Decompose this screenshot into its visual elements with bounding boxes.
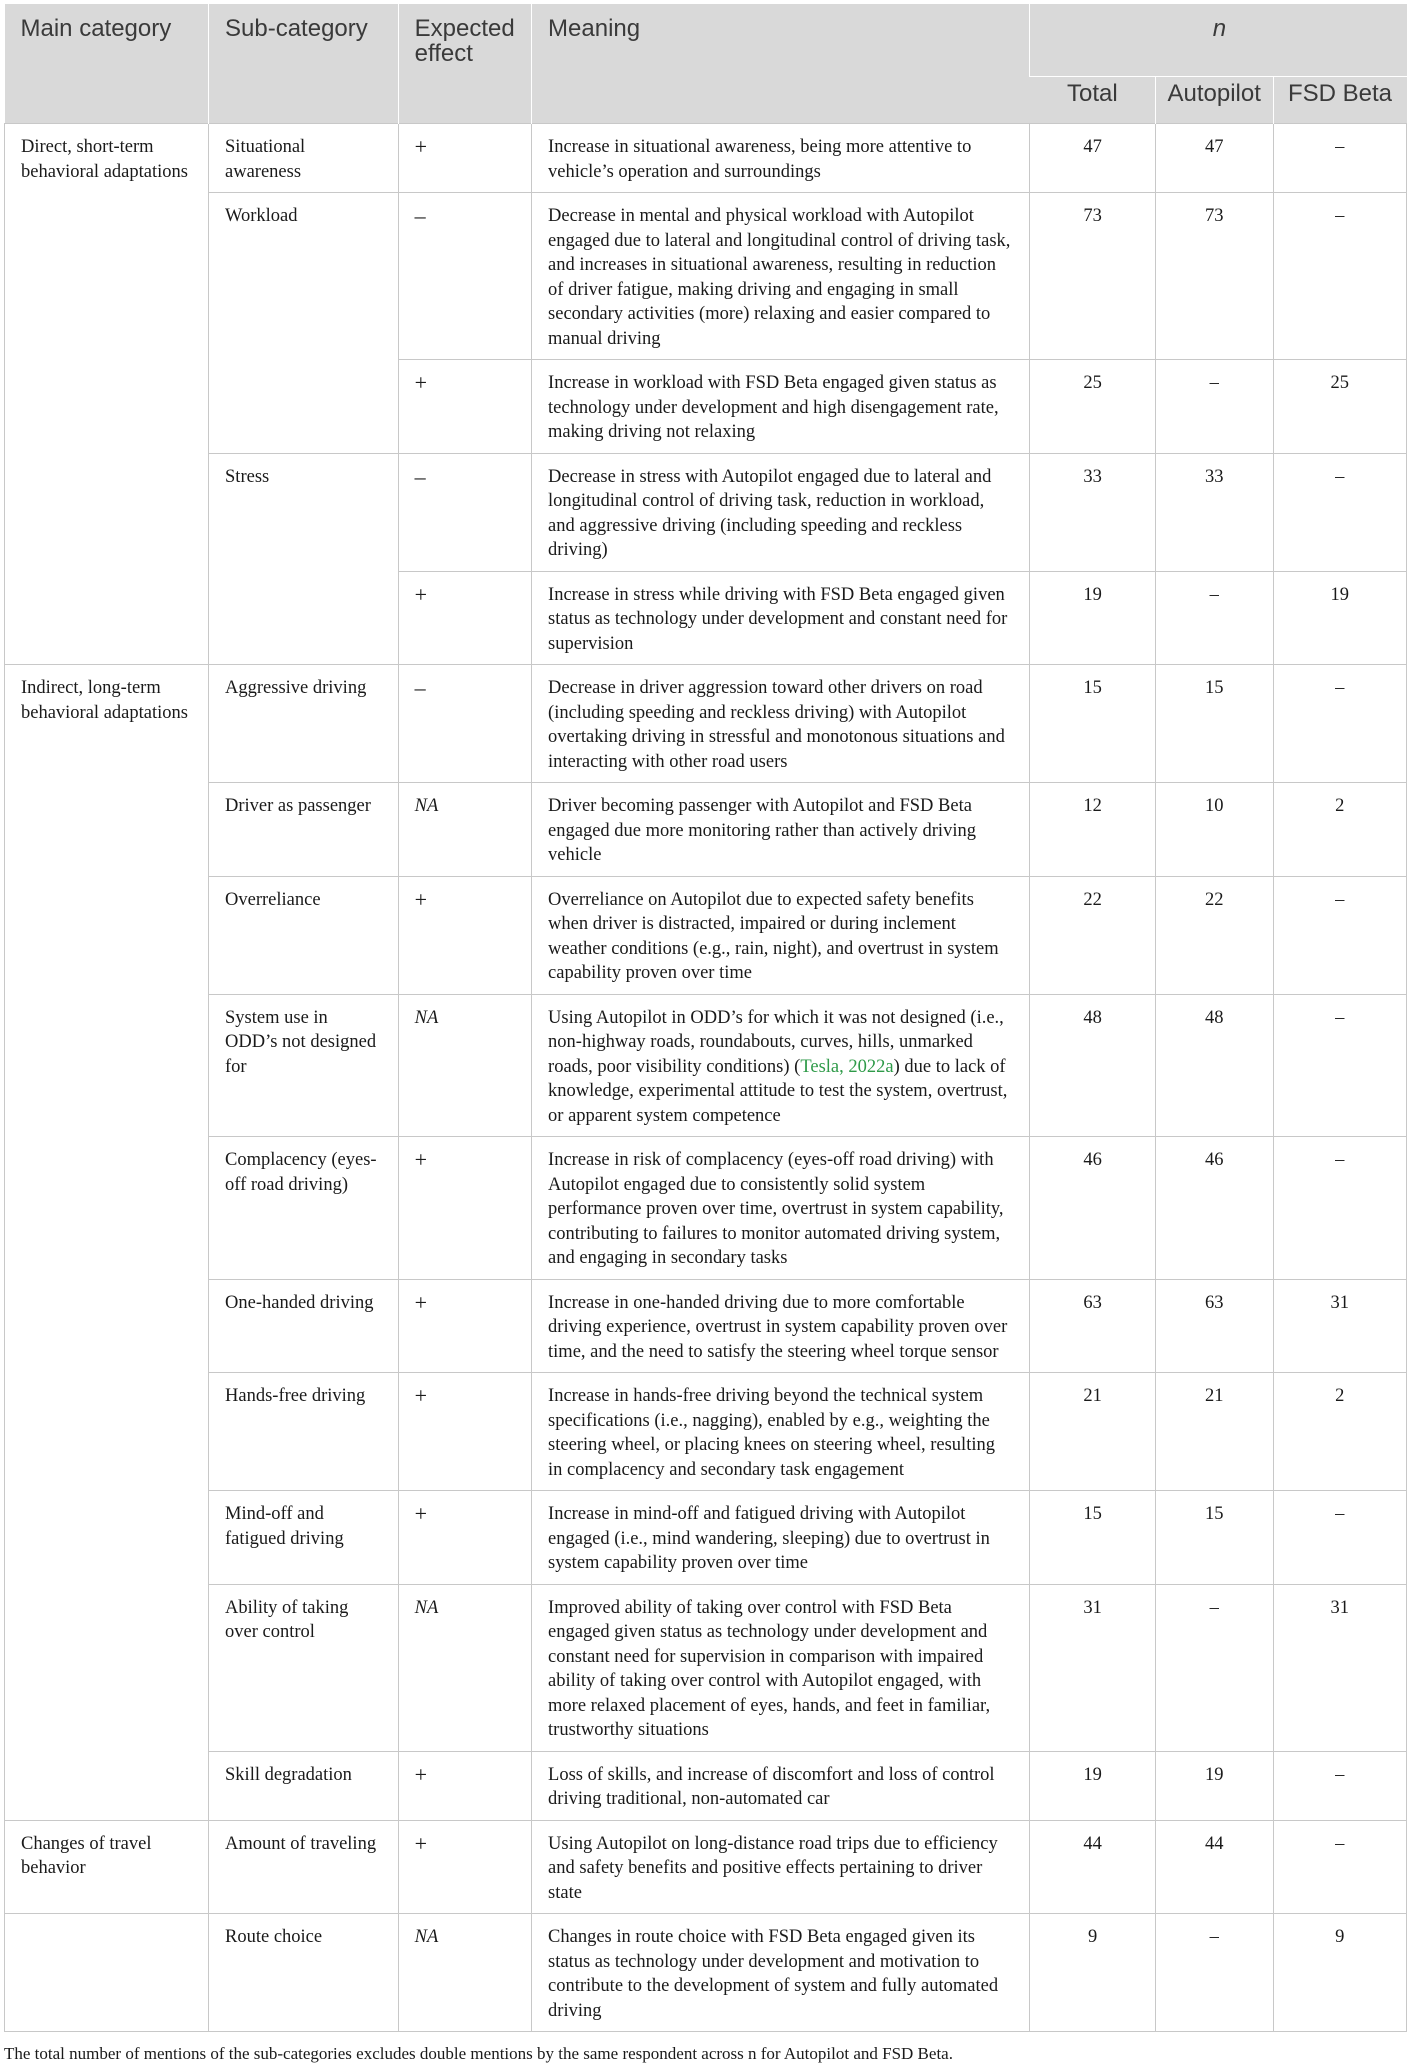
- meaning-cell: Increase in risk of complacency (eyes-off road driving) with Autopilot engaged due to consistently solid system performance proven over time, overtrust in system capability, contributing to failures to monitor automated driving system, and engaging in secondary tasks: [532, 1137, 1030, 1280]
- total-cell: 25: [1030, 360, 1156, 454]
- meaning-cell: Overreliance on Autopilot due to expected safety benefits when driver is distracted, impaired or during inclement weather conditions (e.g., rain, night), and overtrust in system capability proven over time: [532, 876, 1030, 994]
- sub-category-cell: Skill degradation: [209, 1751, 399, 1820]
- effect-cell: +: [398, 1373, 531, 1491]
- autopilot-cell: 46: [1155, 1137, 1273, 1280]
- total-cell: 48: [1030, 994, 1156, 1137]
- meaning-cell: [532, 994, 1030, 1137]
- total-cell: 15: [1030, 1491, 1156, 1585]
- meaning-text: ) due to lack of knowledge, experimental attitude to test the system, overtrust, or apparent system competence: [548, 1056, 1008, 1126]
- sub-category-cell: Situational awareness: [209, 124, 399, 193]
- table-row: [5, 665, 1407, 783]
- sub-category-cell: One-handed driving: [209, 1279, 399, 1373]
- autopilot-cell: 44: [1155, 1820, 1273, 1914]
- meaning-cell: Driver becoming passenger with Autopilot and FSD Beta engaged due more monitoring rather than actively driving vehicle: [532, 783, 1030, 877]
- total-cell: 12: [1030, 783, 1156, 877]
- fsd-beta-cell: –: [1273, 665, 1406, 783]
- autopilot-cell: 15: [1155, 1491, 1273, 1585]
- effect-cell: –: [398, 665, 531, 783]
- autopilot-cell: 10: [1155, 783, 1273, 877]
- effect-cell: +: [398, 1491, 531, 1585]
- table-row: [5, 1373, 1407, 1491]
- meaning-cell: Increase in stress while driving with FSD Beta engaged given status as technology under development and constant need for supervision: [532, 571, 1030, 665]
- total-cell: 63: [1030, 1279, 1156, 1373]
- header-meaning: Meaning: [532, 4, 1030, 124]
- meaning-cell: Decrease in mental and physical workload with Autopilot engaged due to lateral and longitudinal control of driving task, and increases in situational awareness, resulting in reduction of driver fatigue, making driving and engaging in small secondary activities (more) relaxing and easier compared to manual driving: [532, 193, 1030, 360]
- table-row: [5, 1914, 1407, 2032]
- sub-category-cell: Amount of traveling: [209, 1820, 399, 1914]
- effect-cell: +: [398, 571, 531, 665]
- total-cell: 44: [1030, 1820, 1156, 1914]
- fsd-beta-cell: 31: [1273, 1279, 1406, 1373]
- sub-category-cell: Complacency (eyes-off road driving): [209, 1137, 399, 1280]
- fsd-beta-cell: 31: [1273, 1584, 1406, 1751]
- sub-category-cell: Driver as passenger: [209, 783, 399, 877]
- total-cell: 15: [1030, 665, 1156, 783]
- fsd-beta-cell: –: [1273, 994, 1406, 1137]
- table-row: [5, 783, 1407, 877]
- table-row: [5, 1820, 1407, 1914]
- autopilot-cell: –: [1155, 360, 1273, 454]
- table-row: [5, 193, 1407, 360]
- meaning-cell: Increase in mind-off and fatigued driving with Autopilot engaged (i.e., mind wandering, sleeping) due to overtrust in system capability proven over time: [532, 1491, 1030, 1585]
- group-indirect-long-term: Indirect, long-term behavioral adaptations: [5, 665, 209, 1821]
- autopilot-cell: 63: [1155, 1279, 1273, 1373]
- header-sub-category: Sub-category: [209, 4, 399, 124]
- effect-cell: NA: [398, 783, 531, 877]
- effect-cell: +: [398, 360, 531, 454]
- meaning-cell: Decrease in stress with Autopilot engaged due to lateral and longitudinal control of driving task, reduction in workload, and aggressive driving (including speeding and reckless driving): [532, 453, 1030, 571]
- fsd-beta-cell: –: [1273, 124, 1406, 193]
- total-cell: 21: [1030, 1373, 1156, 1491]
- fsd-beta-cell: 9: [1273, 1914, 1406, 2032]
- total-cell: 31: [1030, 1584, 1156, 1751]
- behavioral-adaptations-table: [4, 4, 1407, 2032]
- fsd-beta-cell: 2: [1273, 1373, 1406, 1491]
- autopilot-cell: 21: [1155, 1373, 1273, 1491]
- fsd-beta-cell: –: [1273, 876, 1406, 994]
- total-cell: 46: [1030, 1137, 1156, 1280]
- group-travel-behavior: Changes of travel behavior: [5, 1820, 209, 1914]
- table-footnote: The total number of mentions of the sub-categories excludes double mentions by the same respondent across n for Autopilot and FSD Beta.: [4, 2044, 953, 2063]
- effect-cell: +: [398, 124, 531, 193]
- fsd-beta-cell: 2: [1273, 783, 1406, 877]
- fsd-beta-cell: –: [1273, 1137, 1406, 1280]
- header-n: n: [1030, 4, 1407, 77]
- group-direct-short-term: Direct, short-term behavioral adaptations: [5, 124, 209, 665]
- effect-cell: NA: [398, 1914, 531, 2032]
- table-row: [5, 1137, 1407, 1280]
- effect-cell: +: [398, 1820, 531, 1914]
- table-row: [5, 1751, 1407, 1820]
- table-row: [5, 1491, 1407, 1585]
- fsd-beta-cell: –: [1273, 1491, 1406, 1585]
- autopilot-cell: 15: [1155, 665, 1273, 783]
- sub-category-cell: Mind-off and fatigued driving: [209, 1491, 399, 1585]
- autopilot-cell: 22: [1155, 876, 1273, 994]
- header-expected-effect: Expected effect: [398, 4, 531, 124]
- sub-category-cell: Workload: [209, 193, 399, 454]
- sub-category-cell: Aggressive driving: [209, 665, 399, 783]
- effect-cell: –: [398, 193, 531, 360]
- sub-category-cell: Route choice: [209, 1914, 399, 2032]
- group-empty-cell: [5, 1914, 209, 2032]
- fsd-beta-cell: –: [1273, 193, 1406, 360]
- meaning-cell: Changes in route choice with FSD Beta engaged given its status as technology under development and motivation to contribute to the development of system and fully automated driving: [532, 1914, 1030, 2032]
- autopilot-cell: –: [1155, 1914, 1273, 2032]
- fsd-beta-cell: 19: [1273, 571, 1406, 665]
- autopilot-cell: 33: [1155, 453, 1273, 571]
- sub-category-cell: Hands-free driving: [209, 1373, 399, 1491]
- table-row: [5, 994, 1407, 1137]
- header-main-category: Main category: [5, 4, 209, 124]
- header-fsd-beta: FSD Beta: [1273, 77, 1406, 124]
- citation-link[interactable]: Tesla, 2022a: [800, 1056, 894, 1077]
- meaning-cell: Decrease in driver aggression toward other drivers on road (including speeding and reckless driving) with Autopilot overtaking driving in stressful and monotonous situations and interacting with other road users: [532, 665, 1030, 783]
- effect-cell: NA: [398, 994, 531, 1137]
- effect-cell: NA: [398, 1584, 531, 1751]
- table-row: [5, 453, 1407, 571]
- total-cell: 33: [1030, 453, 1156, 571]
- autopilot-cell: 73: [1155, 193, 1273, 360]
- header-total: Total: [1030, 77, 1156, 124]
- effect-cell: –: [398, 453, 531, 571]
- autopilot-cell: 48: [1155, 994, 1273, 1137]
- total-cell: 73: [1030, 193, 1156, 360]
- autopilot-cell: 19: [1155, 1751, 1273, 1820]
- autopilot-cell: –: [1155, 571, 1273, 665]
- total-cell: 19: [1030, 1751, 1156, 1820]
- effect-cell: +: [398, 1279, 531, 1373]
- meaning-cell: Using Autopilot on long-distance road trips due to efficiency and safety benefits and positive effects pertaining to driver state: [532, 1820, 1030, 1914]
- effect-cell: +: [398, 1751, 531, 1820]
- meaning-cell: Increase in hands-free driving beyond the technical system specifications (i.e., nagging), enabled by e.g., weighting the steering wheel, or placing knees on steering wheel, resulting in complacency and secondary task engagement: [532, 1373, 1030, 1491]
- meaning-cell: Improved ability of taking over control with FSD Beta engaged given status as technology under development and constant need for supervision in comparison with impaired ability of taking over control with Autopilot engaged, with more relaxed placement of eyes, hands, and feet in familiar, trustworthy situations: [532, 1584, 1030, 1751]
- sub-category-cell: Overreliance: [209, 876, 399, 994]
- table-row: [5, 876, 1407, 994]
- header-autopilot: Autopilot: [1155, 77, 1273, 124]
- total-cell: 19: [1030, 571, 1156, 665]
- sub-category-cell: System use in ODD’s not designed for: [209, 994, 399, 1137]
- meaning-text: Using Autopilot in ODD’s for which it was not designed (i.e., non-highway roads, roundabouts, curves, hills, unmarked roads, poor visibility conditions) (: [548, 1007, 1004, 1077]
- sub-category-cell: Ability of taking over control: [209, 1584, 399, 1751]
- fsd-beta-cell: –: [1273, 1751, 1406, 1820]
- meaning-cell: Increase in workload with FSD Beta engaged given status as technology under development and high disengagement rate, making driving not relaxing: [532, 360, 1030, 454]
- meaning-cell: Increase in one-handed driving due to more comfortable driving experience, overtrust in system capability proven over time, and the need to satisfy the steering wheel torque sensor: [532, 1279, 1030, 1373]
- effect-cell: +: [398, 1137, 531, 1280]
- table-row: [5, 1584, 1407, 1751]
- sub-category-cell: Stress: [209, 453, 399, 665]
- effect-cell: +: [398, 876, 531, 994]
- meaning-cell: Increase in situational awareness, being more attentive to vehicle’s operation and surroundings: [532, 124, 1030, 193]
- total-cell: 9: [1030, 1914, 1156, 2032]
- total-cell: 47: [1030, 124, 1156, 193]
- meaning-cell: Loss of skills, and increase of discomfort and loss of control driving traditional, non-automated car: [532, 1751, 1030, 1820]
- fsd-beta-cell: –: [1273, 453, 1406, 571]
- total-cell: 22: [1030, 876, 1156, 994]
- fsd-beta-cell: –: [1273, 1820, 1406, 1914]
- autopilot-cell: 47: [1155, 124, 1273, 193]
- fsd-beta-cell: 25: [1273, 360, 1406, 454]
- table-row: [5, 1279, 1407, 1373]
- table-row: [5, 124, 1407, 193]
- autopilot-cell: –: [1155, 1584, 1273, 1751]
